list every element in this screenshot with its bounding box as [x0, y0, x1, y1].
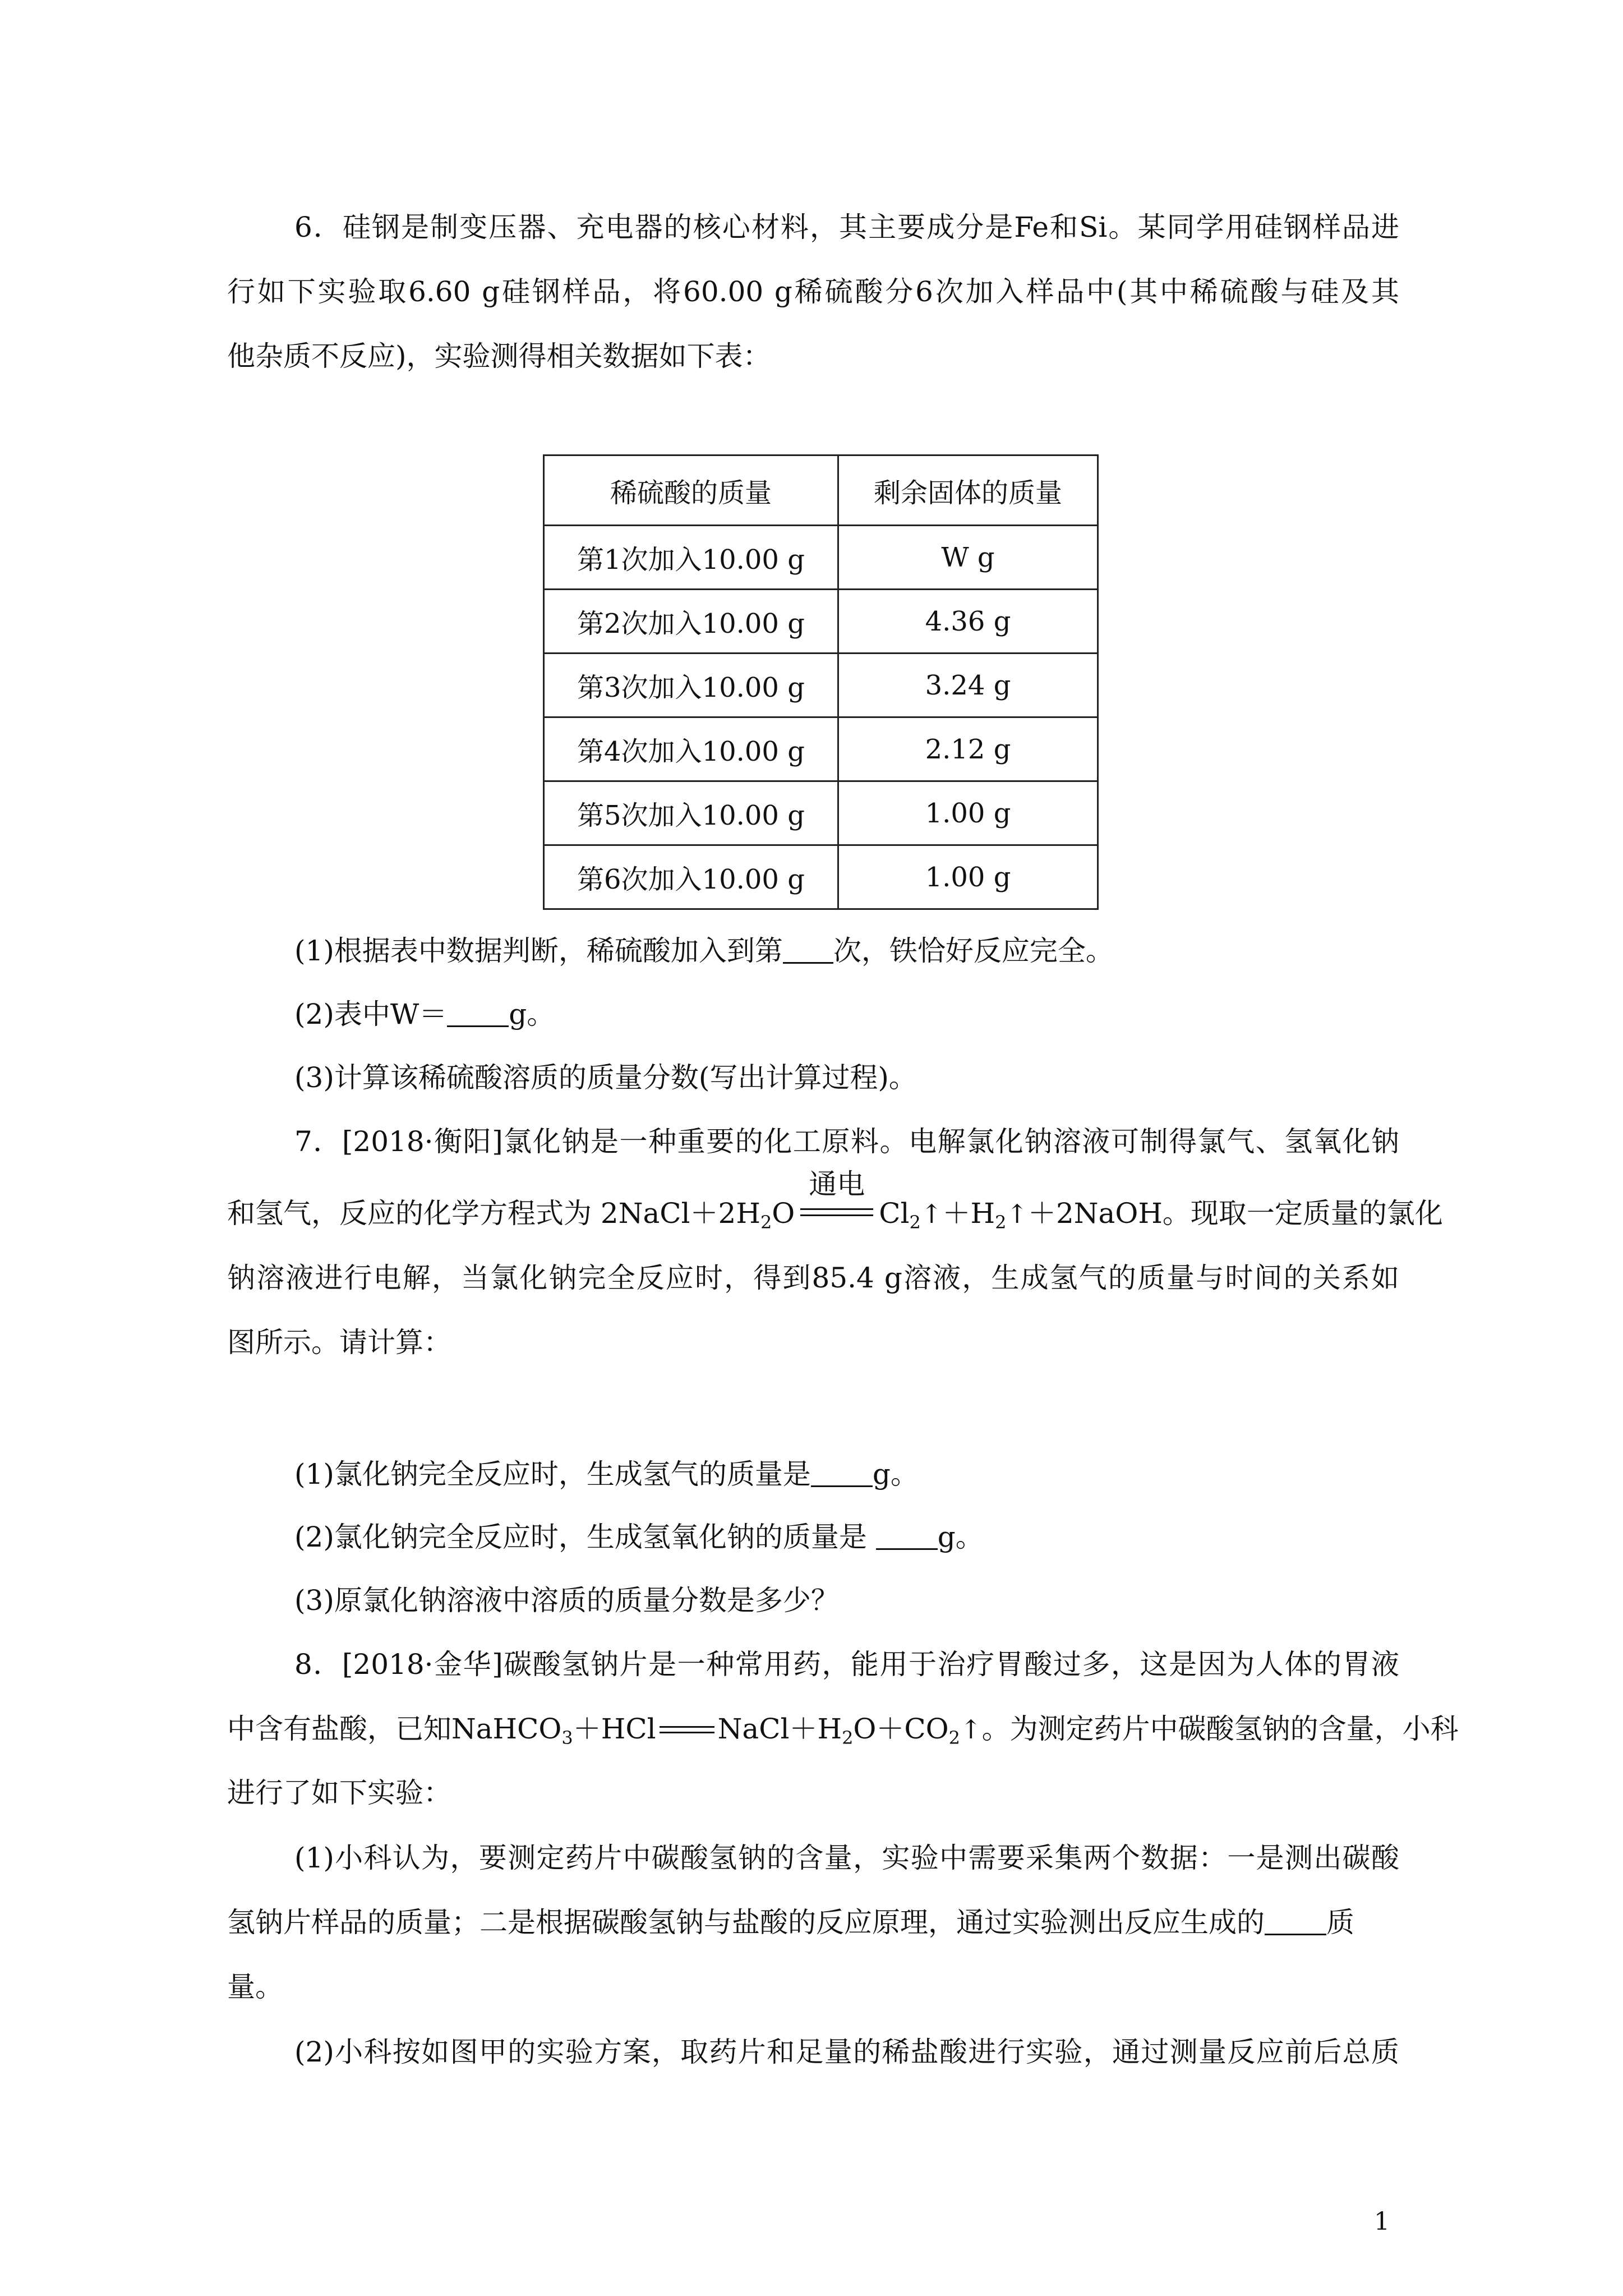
q6-line-3: 他杂质不反应)，实验测得相关数据如下表：: [227, 340, 771, 372]
table-cell: 第4次加入10.00 g: [544, 717, 838, 781]
q6-line-2: 行如下实验取6.60 g硅钢样品，将60.00 g稀硫酸分6次加入样品中(其中稀硫酸与硅及其: [227, 275, 1399, 308]
q8-sub-1-line-1: (1)小科认为，要测定药片中碳酸氢钠的含量，实验中需要采集两个数据：一是测出碳酸: [294, 1842, 1399, 1874]
q7-eq-sub: 2: [995, 1212, 1007, 1233]
q8-eq-part: NaCl＋H: [717, 1713, 842, 1745]
table-row: [544, 781, 1098, 845]
q8-eq-part: 。为测定药片中碳酸氢钠的含量，小科: [981, 1713, 1459, 1745]
q8-eq-part: O＋CO: [853, 1713, 949, 1745]
q7-eq-part: ＋2NaOH。现取一定质量的氯化: [1027, 1197, 1443, 1230]
condition-label: 通电: [809, 1168, 865, 1200]
table-cell: 第3次加入10.00 g: [544, 654, 838, 717]
q8-sub-1-line-3: 量。: [227, 1971, 283, 2003]
table-cell: 第6次加入10.00 g: [544, 845, 838, 909]
table-cell: 4.36 g: [838, 590, 1098, 654]
q8-eq-sub: 2: [842, 1727, 854, 1749]
q7-eq-part: ＋H: [942, 1197, 995, 1230]
table-header-cell: 稀硫酸的质量: [544, 455, 838, 526]
table-header-cell: 剩余固体的质量: [838, 455, 1098, 526]
q7-sub-1-text-end: g。: [872, 1458, 919, 1490]
gas-arrow-icon: ↑: [920, 1199, 943, 1229]
table-cell: 1.00 g: [838, 845, 1098, 909]
table-row: [544, 717, 1098, 781]
table-header-row: [544, 455, 1098, 526]
table-cell: W g: [838, 526, 1098, 590]
answer-blank[interactable]: [447, 999, 509, 1027]
q8-eq-sub: 3: [561, 1727, 573, 1749]
q7-eq-part: Cl: [879, 1197, 910, 1230]
q8-line-1: 8．[2018·金华]碳酸氢钠片是一种常用药，能用于治疗胃酸过多，这是因为人体的胃液: [294, 1648, 1399, 1681]
q7-sub-2-text: (2)氯化钠完全反应时，生成氢氧化钠的质量是: [294, 1521, 876, 1553]
q6-sub-2-text-end: g。: [509, 998, 555, 1030]
q6-sub-3: (3)计算该稀硫酸溶质的质量分数(写出计算过程)。: [294, 1061, 917, 1094]
table-row: [544, 526, 1098, 590]
reaction-condition: [800, 1168, 873, 1233]
q8-sub-1-text-end: 质: [1326, 1906, 1354, 1939]
gas-arrow-icon: ↑: [960, 1714, 982, 1745]
table-row: [544, 845, 1098, 909]
q8-line-3: 进行了如下实验：: [227, 1777, 451, 1809]
q7-eq-part: O: [772, 1197, 795, 1230]
table-cell: 第1次加入10.00 g: [544, 526, 838, 590]
q6-sub-1-text-end: 次，铁恰好反应完全。: [833, 935, 1114, 967]
q7-sub-2: [294, 1517, 1399, 1557]
q6-sub-1: [294, 931, 1399, 970]
q7-eq-sub: 2: [909, 1212, 921, 1233]
q7-eq-sub: 2: [760, 1212, 772, 1233]
q7-line-1: 7．[2018·衡阳]氯化钠是一种重要的化工原料。电解氯化钠溶液可制得氯气、氢氧化钠: [294, 1125, 1399, 1158]
answer-blank[interactable]: [811, 1458, 873, 1487]
q8-eq-sub: 2: [948, 1727, 961, 1749]
answer-blank[interactable]: [783, 935, 833, 964]
table-row: [544, 590, 1098, 654]
table-cell: 2.12 g: [838, 717, 1098, 781]
q6-line-1: 6．硅钢是制变压器、充电器的核心材料，其主要成分是Fe和Si。某同学用硅钢样品进: [294, 211, 1399, 243]
q7-equation-line: [227, 1168, 1443, 1234]
q8-eq-part: 中含有盐酸，已知NaHCO: [227, 1713, 562, 1745]
q8-sub-2-line-1: (2)小科按如图甲的实验方案，取药片和足量的稀盐酸进行实验，通过测量反应前后总质: [294, 2036, 1399, 2068]
q8-equation-line: [227, 1709, 1459, 1749]
q7-sub-2-text-end: g。: [937, 1521, 984, 1553]
q7-eq-part: 和氢气，反应的化学方程式为 2NaCl＋2H: [227, 1197, 760, 1230]
table-row: [544, 654, 1098, 717]
equal-bar: [800, 1208, 873, 1210]
page-number: 1: [1374, 2207, 1390, 2236]
q6-sub-2: [294, 995, 1399, 1034]
q8-sub-1-line-2: [227, 1903, 1399, 1942]
table-cell: 第2次加入10.00 g: [544, 590, 838, 654]
gas-arrow-icon: ↑: [1006, 1199, 1028, 1229]
answer-blank[interactable]: [876, 1521, 938, 1550]
q6-sub-2-text: (2)表中W＝: [294, 998, 448, 1030]
data-table: [543, 454, 1099, 910]
table-cell: 3.24 g: [838, 654, 1098, 717]
table-cell: 第5次加入10.00 g: [544, 781, 838, 845]
equal-sign: [656, 1709, 718, 1749]
table-cell: 1.00 g: [838, 781, 1098, 845]
q8-eq-part: ＋HCl: [573, 1713, 656, 1745]
q7-line-4: 图所示。请计算：: [227, 1326, 451, 1359]
q8-sub-1-text: 氢钠片样品的质量；二是根据碳酸氢钠与盐酸的反应原理，通过实验测出反应生成的: [227, 1906, 1265, 1939]
q7-sub-1: [294, 1455, 1399, 1494]
answer-blank[interactable]: [1265, 1907, 1326, 1935]
q7-sub-3: (3)原氯化钠溶液中溶质的质量分数是多少？: [294, 1584, 839, 1617]
equal-bar: [800, 1214, 873, 1216]
q7-sub-1-text: (1)氯化钠完全反应时，生成氢气的质量是: [294, 1458, 811, 1490]
q7-line-3: 钠溶液进行电解，当氯化钠完全反应时，得到85.4 g溶液，生成氢气的质量与时间的关系如: [227, 1262, 1399, 1294]
q6-sub-1-text: (1)根据表中数据判断，稀硫酸加入到第: [294, 935, 783, 967]
